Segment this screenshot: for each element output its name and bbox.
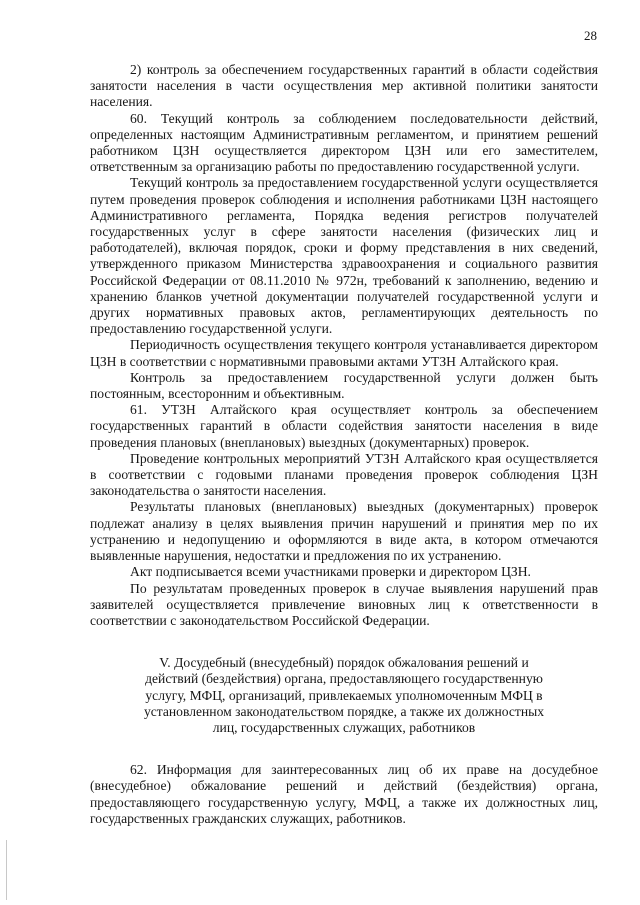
document-body (90, 62, 598, 827)
paragraph: Результаты плановых (внеплановых) выездных (документарных) проверок подлежат анализу в целях выявления причин нарушений и принятия мер по их устранению и недопущению и оформляются в виде акта, в котором отмечаются выявленные нарушения, недостатки и предложения по их устранению. (90, 499, 598, 564)
paragraph: 2) контроль за обеспечением государственных гарантий в области содействия занятости населения в части осуществления мер активной политики занятости населения. (90, 62, 598, 110)
paragraph: Контроль за предоставлением государственной услуги должен быть постоянным, всесторонним и объективным. (90, 369, 598, 402)
paragraph: 62. Информация для заинтересованных лиц об их праве на досудебное (внесудебное) обжалование решений и действий (бездействия) органа, предоставляющего государственную услугу, МФЦ, а также их должностных лиц, государственных гражданских служащих, работников. (90, 762, 598, 826)
scan-edge-mark (6, 840, 7, 900)
section-title: V. Досудебный (внесудебный) порядок обжалования решений и действий (бездействия) органа, предоставляющего государственную услугу, МФЦ, организаций, привлекаемых уполномоченным МФЦ в установленном законодательством порядке, а также их должностных лиц, государственных служащих, работников (143, 655, 545, 735)
paragraph: По результатам проведенных проверок в случае выявления нарушений прав заявителей осуществляется привлечение виновных лиц к ответственности в соответствии с законодательством Российской Федерации. (90, 580, 598, 628)
page-number: 28 (584, 28, 597, 43)
paragraph: Проведение контрольных мероприятий УТЗН Алтайского края осуществляется в соответствии с годовыми планами проведения проверок соблюдения ЦЗН законодательства о занятости населения. (90, 450, 598, 499)
paragraph: Периодичность осуществления текущего контроля устанавливается директором ЦЗН в соответствии с нормативными правовыми актами УТЗН Алтайского края. (90, 337, 598, 369)
paragraph: 60. Текущий контроль за соблюдением последовательности действий, определенных настоящим Административным регламентом, и принятием решений работником ЦЗН осуществляется директором ЦЗН или его заместителем, ответственным за организацию работы по предоставлению государственной услуги. (90, 110, 598, 175)
paragraph: Текущий контроль за предоставлением государственной услуги осуществляется путем проведения проверок соблюдения и исполнения работниками ЦЗН настоящего Административного регламента, Порядка ведения регистров получателей государственных услуг в сфере занятости населения (физических лиц и работодателей), включая порядок, сроки и форму представления в них сведений, утвержденного приказом Министерства здравоохранения и социального развития Российской Федерации от 08.11.2010 № 972н, требований к заполнению, ведению и хранению бланков учетной документации получателей государственной услуги и других нормативных правовых актов, регламентирующих деятельность по предоставлению государственной услуги. (90, 175, 598, 337)
paragraph: Акт подписывается всеми участниками проверки и директором ЦЗН. (130, 564, 531, 580)
paragraph: 61. УТЗН Алтайского края осуществляет контроль за обеспечением государственных гарантий в области содействия занятости населения в виде проведения плановых (внеплановых) выездных (документарных) проверок. (90, 402, 598, 450)
